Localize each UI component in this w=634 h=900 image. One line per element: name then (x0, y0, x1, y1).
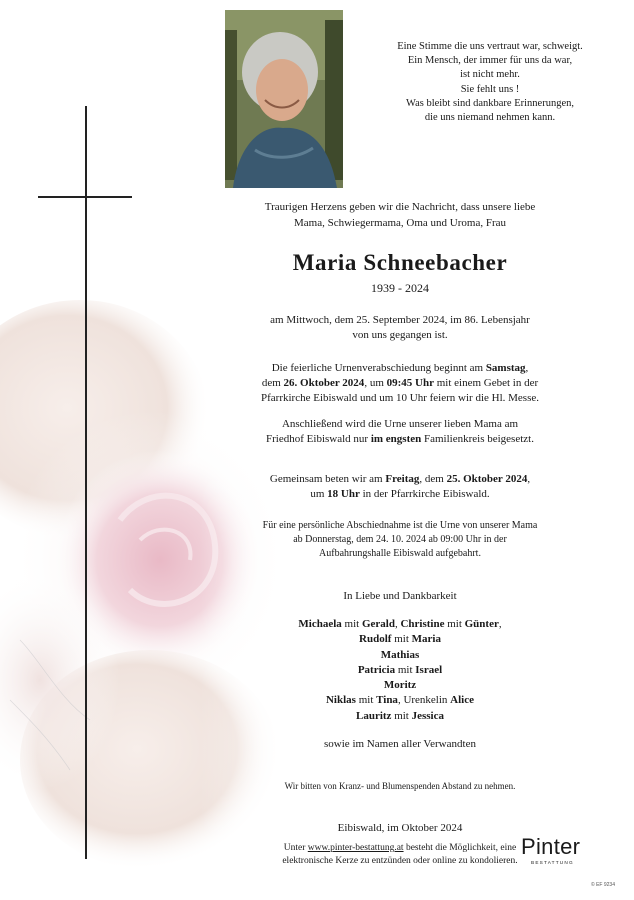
text: mit (341, 618, 362, 630)
text: mit (444, 618, 465, 630)
text: um (310, 488, 328, 500)
flower-request: Wir bitten von Kranz- und Blumenspenden Abstand zu nehmen. (284, 781, 516, 791)
family-member: Alice (450, 694, 474, 707)
viewing-line: Für eine persönliche Abschiednahme ist die Urne von unserer Mama (262, 520, 538, 531)
burial-emphasis: im engsten (370, 433, 422, 445)
relatives-line: sowie im Namen aller Verwandten (324, 738, 476, 750)
family-member: Günter (464, 618, 499, 630)
announcement-intro (190, 199, 610, 231)
family-line (190, 709, 610, 724)
family-member: Christine (400, 618, 445, 630)
death-notice (190, 313, 610, 343)
love-and-gratitude: In Liebe und Dankbarkeit (343, 590, 457, 602)
text: mit (395, 663, 416, 676)
prayer-date: 25. Oktober 2024 (446, 473, 528, 485)
family-line (190, 678, 610, 693)
prayer-details (190, 472, 610, 502)
text: Die feierliche Urnenverabschiedung beginnt am (271, 362, 486, 374)
deceased-name: Maria Schneebacher (292, 250, 508, 275)
text: in der Pfarrkirche Eibiswald. (359, 488, 490, 500)
viewing-line: ab Donnerstag, dem 24. 10. 2024 ab 09:00 Uhr in der (293, 534, 507, 545)
pinter-logo (521, 835, 601, 865)
text: , dem (419, 473, 447, 485)
portrait-photo (225, 10, 343, 188)
cross-horizontal-bar (38, 196, 132, 198)
reference-code: © EF 9234 (591, 882, 615, 888)
death-line: am Mittwoch, dem 25. September 2024, im 86. Lebensjahr (270, 314, 530, 326)
family-member: Tina (376, 694, 398, 707)
quote-line: die uns niemand nehmen kann. (424, 112, 556, 124)
burial-details (190, 417, 610, 447)
text: , (394, 618, 401, 630)
text: Familienkreis beigesetzt. (421, 433, 534, 445)
family-member: Niklas (325, 694, 356, 707)
family-member: Lauritz (355, 709, 392, 722)
text: mit einem Gebet in der (433, 377, 539, 389)
family-line (190, 663, 610, 678)
ceremony-time: 09:45 Uhr (386, 377, 434, 389)
viewing-details (190, 519, 610, 561)
prayer-time: 18 Uhr (327, 488, 360, 500)
text: besteht die Möglichkeit, eine (403, 843, 517, 853)
text: Unter (283, 843, 308, 853)
text: , um (364, 377, 387, 389)
intro-line: Traurigen Herzens geben wir die Nachricht, dass unsere liebe (264, 201, 536, 213)
viewing-line: Aufbahrungshalle Eibiswald aufgebahrt. (319, 548, 481, 559)
quote-line: Sie fehlt uns ! (460, 83, 520, 95)
text: mit (391, 633, 412, 646)
logo-wordmark: Pinter (521, 834, 581, 859)
family-member: Maria (411, 633, 441, 646)
website-link[interactable]: www.pinter-bestattung.at (307, 843, 404, 853)
prayer-day: Freitag (385, 473, 420, 485)
death-line: von uns gegangen ist. (352, 329, 448, 341)
text: Gemeinsam beten wir am (269, 473, 386, 485)
logo-subtitle: BESTATTUNG (531, 860, 574, 865)
family-line (190, 648, 610, 663)
family-line (190, 632, 610, 647)
cross-vertical-bar (85, 106, 87, 859)
family-member: Jessica (411, 709, 444, 722)
quote-line: Eine Stimme die uns vertraut war, schweigt. (397, 41, 583, 52)
family-member: Gerald (361, 618, 395, 630)
quote-line: Ein Mensch, der immer für uns da war, (407, 55, 573, 67)
quote-line: ist nicht mehr. (460, 69, 520, 81)
text: , (498, 618, 502, 630)
ceremony-day: Samstag (485, 362, 526, 374)
ceremony-line: Pfarrkirche Eibiswald und um 10 Uhr feiern wir die Hl. Messe. (261, 392, 539, 404)
text: mit (391, 709, 412, 722)
intro-line: Mama, Schwiegermama, Oma und Uroma, Frau (294, 217, 506, 229)
family-member: Mathias (380, 648, 420, 661)
family-member: Patricia (357, 663, 396, 676)
text: Friedhof Eibiswald nur (266, 433, 371, 445)
family-member: Michaela (298, 618, 342, 630)
quote-line: Was bleibt sind dankbare Erinnerungen, (406, 97, 574, 109)
text: , Urenkelin (397, 694, 451, 707)
text: , (527, 473, 531, 485)
memorial-quote (370, 40, 610, 125)
life-dates: 1939 - 2024 (371, 281, 429, 295)
text: mit (355, 694, 377, 707)
text: , (525, 362, 529, 374)
web-line: elektronische Kerze zu entzünden oder online zu kondolieren. (282, 856, 518, 866)
ceremony-details (190, 361, 610, 406)
burial-line: Anschließend wird die Urne unserer lieben Mama am (281, 418, 519, 430)
family-list (190, 617, 610, 724)
family-line (190, 617, 610, 632)
ceremony-date: 26. Oktober 2024 (283, 377, 365, 389)
text: dem (261, 377, 284, 389)
family-member: Israel (415, 663, 443, 676)
family-member: Moritz (383, 679, 417, 692)
place-and-date: Eibiswald, im Oktober 2024 (337, 822, 463, 834)
family-member: Rudolf (359, 633, 392, 646)
family-line (190, 693, 610, 708)
